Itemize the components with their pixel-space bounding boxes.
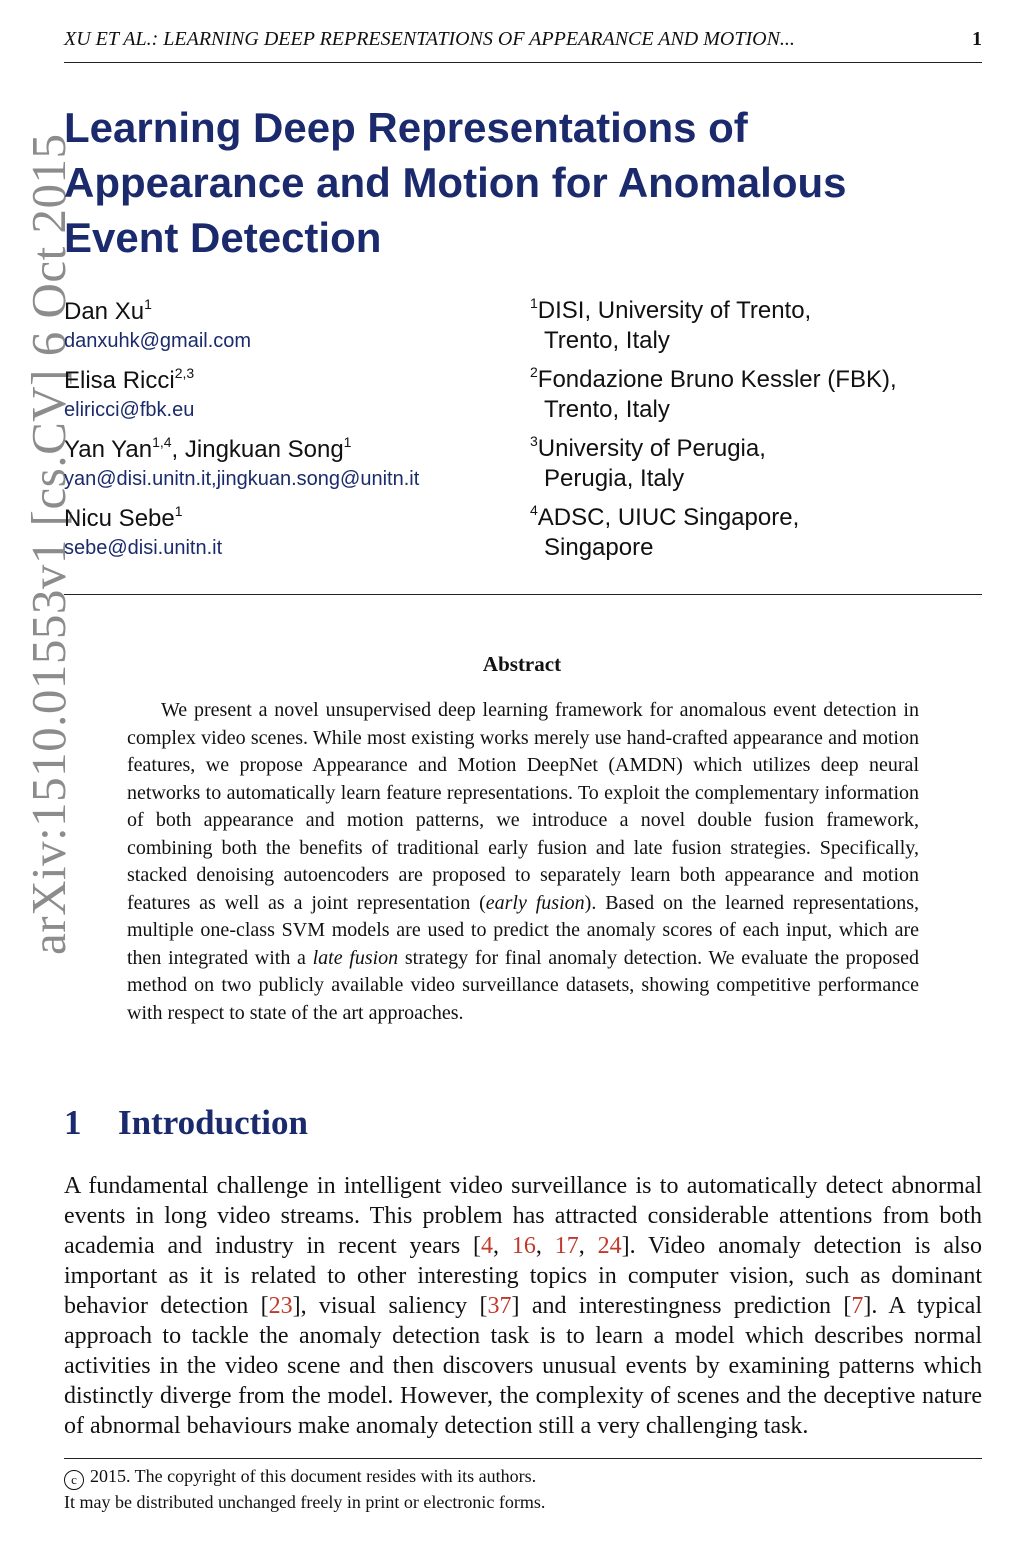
abstract-emphasis: late fusion xyxy=(312,946,399,969)
section-title: Introduction xyxy=(118,1103,308,1142)
affiliation xyxy=(530,434,990,503)
affiliation xyxy=(530,365,990,434)
page-number: 1 xyxy=(972,28,982,50)
author-block xyxy=(64,296,524,365)
affil-line: DISI, University of Trento, xyxy=(537,297,812,324)
abstract-paragraph xyxy=(127,697,919,1027)
title-line: Learning Deep Representations of xyxy=(64,104,748,151)
affiliation xyxy=(530,503,990,572)
copyright-footer xyxy=(64,1464,545,1514)
author-name: , Jingkuan Song xyxy=(171,436,344,463)
citation-link[interactable]: 24 xyxy=(597,1233,622,1259)
citation-link[interactable]: 23 xyxy=(268,1293,293,1319)
affil-line: Trento, Italy xyxy=(544,327,670,354)
intro-text: , xyxy=(578,1233,598,1259)
abstract-text: strategy for final anomaly detection. We evaluate the proposed method on two publicly available video surveillance datasets, showing competitive performance with respect to state of the art approaches. xyxy=(127,946,919,1024)
running-title: XU ET AL.: LEARNING DEEP REPRESENTATIONS OF APPEARANCE AND MOTION... xyxy=(64,28,795,50)
running-header xyxy=(64,26,982,63)
affil-line: Perugia, Italy xyxy=(544,465,685,492)
author-name: Nicu Sebe xyxy=(64,505,175,532)
author-email[interactable]: danxuhk@gmail.com xyxy=(64,330,252,352)
citation-link[interactable]: 7 xyxy=(851,1293,864,1319)
author-email[interactable]: eliricci@fbk.eu xyxy=(64,399,195,421)
author-block xyxy=(64,365,524,434)
author-name: Elisa Ricci xyxy=(64,367,175,394)
author-block xyxy=(64,503,524,572)
intro-paragraph xyxy=(64,1171,982,1441)
affil-line: Singapore xyxy=(544,534,654,561)
title-line: Event Detection xyxy=(64,214,382,261)
affiliation-list xyxy=(530,296,990,572)
intro-text: ], visual saliency [ xyxy=(292,1293,488,1319)
section-heading xyxy=(64,1103,308,1143)
introduction-body xyxy=(64,1171,982,1441)
author-name: Dan Xu xyxy=(64,298,145,325)
author-name: Yan Yan xyxy=(64,436,153,463)
affil-sup: 1 xyxy=(530,295,538,311)
intro-text: ] and interestingness prediction [ xyxy=(511,1293,852,1319)
divider xyxy=(64,594,982,595)
affil-sup: 4 xyxy=(530,502,538,518)
author-affil-sup: 1 xyxy=(174,503,183,519)
abstract-text: We present a novel unsupervised deep learning framework for anomalous event detection in complex video scenes. While most existing works merely use hand-crafted appearance and motion features, we propose Appearance and Motion DeepNet (AMDN) which utilizes deep neural networks to automatically learn feature representations. To exploit the complementary information of both appearance and motion patterns, we introduce a novel double fusion framework, combining both the benefits of traditional early fusion and late fusion strategies. Specifically, stacked denoising autoencoders are proposed to separately learn both appearance and motion features as well as a joint representation ( xyxy=(127,699,919,914)
author-affil-sup: 1,4 xyxy=(152,434,172,450)
author-list xyxy=(64,296,524,572)
intro-text: A fundamental challenge in intelligent video surveillance is to automatically detect abnormal events in long video streams. This problem has attracted considerable attentions from both academia and industry in recent years [ xyxy=(64,1173,982,1259)
affil-line: ADSC, UIUC Singapore, xyxy=(537,504,800,531)
abstract-emphasis: early fusion xyxy=(485,891,585,914)
author-affil-sup: 2,3 xyxy=(174,365,195,381)
abstract-heading: Abstract xyxy=(482,652,562,676)
author-affil-sup: 1 xyxy=(144,296,152,312)
citation-link[interactable]: 17 xyxy=(554,1233,579,1259)
affil-sup: 3 xyxy=(530,433,538,449)
abstract-body xyxy=(127,697,919,1027)
intro-text: ]. A typical approach to tackle the anomaly detection task is to learn a model which describes normal activities in the video scene and then discovers unusual events by examining patterns which distinctly diverge from the model. However, the complexity of scenes and the deceptive nature of abnormal behaviours make anomaly detection still a very challenging task. xyxy=(64,1293,983,1439)
section-number: 1 xyxy=(64,1103,82,1142)
affiliation xyxy=(530,296,990,365)
distribution-text: It may be distributed unchanged freely in print or electronic forms. xyxy=(64,1492,546,1512)
abstract-text: ). Based on the learned representations, multiple one-class SVM models are used to predict the anomaly scores of each input, which are then integrated with a xyxy=(127,891,919,969)
author-block xyxy=(64,434,524,503)
intro-text: ]. Video anomaly detection is also important as it is related to other interesting topics in computer vision, such as dominant behavior detection [ xyxy=(64,1233,983,1319)
affil-line: Fondazione Bruno Kessler (FBK), xyxy=(537,366,897,393)
intro-text: , xyxy=(493,1233,512,1259)
copyright-text: 2015. The copyright of this document resides with its authors. xyxy=(90,1466,537,1486)
intro-text: , xyxy=(535,1233,555,1259)
affil-line: University of Perugia, xyxy=(537,435,766,462)
paper-title xyxy=(64,100,964,265)
citation-link[interactable]: 37 xyxy=(487,1293,512,1319)
author-affil-sup: 1 xyxy=(343,434,352,450)
affil-sup: 2 xyxy=(530,364,538,380)
citation-link[interactable]: 16 xyxy=(511,1233,536,1259)
copyright-icon: c xyxy=(64,1470,84,1490)
affil-line: Trento, Italy xyxy=(544,396,670,423)
title-line: Appearance and Motion for Anomalous xyxy=(64,159,847,206)
author-email[interactable]: yan@disi.unitn.it,jingkuan.song@unitn.it xyxy=(64,468,420,490)
author-email[interactable]: sebe@disi.unitn.it xyxy=(64,537,223,559)
citation-link[interactable]: 4 xyxy=(481,1233,494,1259)
footnote-divider xyxy=(64,1458,982,1459)
arxiv-watermark: arXiv:1510.01553v1 [cs.CV] 6 Oct 2015 xyxy=(21,133,76,955)
